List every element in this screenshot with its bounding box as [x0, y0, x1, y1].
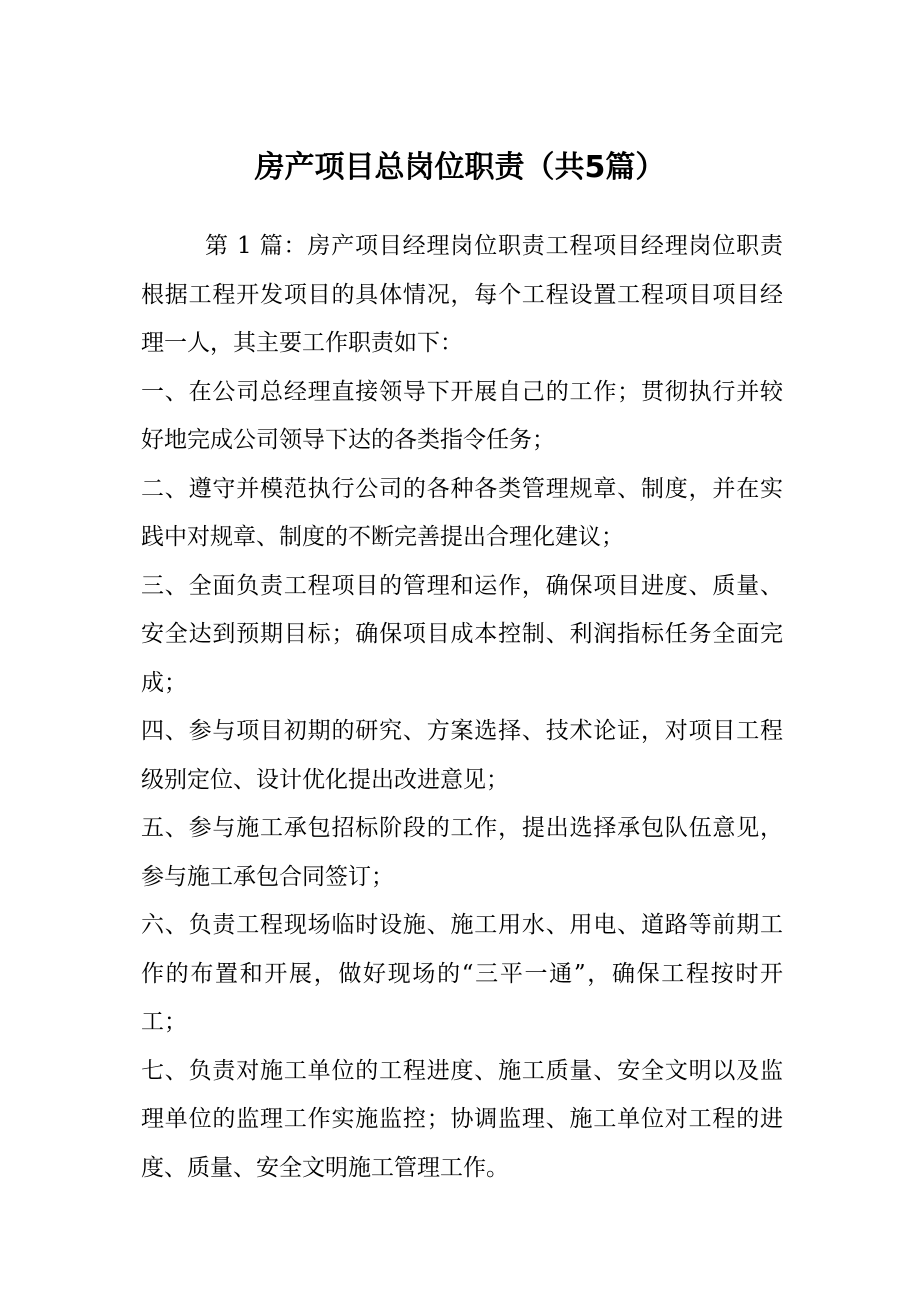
duty-item-7: 七、负责对施工单位的工程进度、施工质量、安全文明以及监理单位的监理工作实施监控；协调监理、施工单位对工程的进度、质量、安全文明施工管理工作。: [141, 1057, 783, 1181]
document-title: 房产项目总岗位职责（共5篇）: [254, 150, 666, 185]
document-body: [141, 222, 783, 1192]
intro-paragraph: 第 1 篇：房产项目经理岗位职责工程项目经理岗位职责根据工程开发项目的具体情况，每个工程设置工程项目项目经理一人，其主要工作职责如下：: [141, 233, 783, 356]
duty-item-1: 一、在公司总经理直接领导下开展自己的工作；贯彻执行并较好地完成公司领导下达的各类指令任务；: [141, 378, 783, 453]
duty-item-3: 三、全面负责工程项目的管理和运作，确保项目进度、质量、安全达到预期目标；确保项目成本控制、利润指标任务全面完成；: [141, 572, 783, 696]
duty-item-2: 二、遵守并模范执行公司的各种各类管理规章、制度，并在实践中对规章、制度的不断完善提出合理化建议；: [141, 475, 783, 550]
duty-item-4: 四、参与项目初期的研究、方案选择、技术论证，对项目工程级别定位、设计优化提出改进意见；: [141, 718, 783, 793]
duty-item-6: 六、负责工程现场临时设施、施工用水、用电、道路等前期工作的布置和开展，做好现场的“三平一通”，确保工程按时开工；: [141, 912, 783, 1035]
duty-item-5: 五、参与施工承包招标阶段的工作，提出选择承包队伍意见，参与施工承包合同签订；: [141, 815, 783, 890]
